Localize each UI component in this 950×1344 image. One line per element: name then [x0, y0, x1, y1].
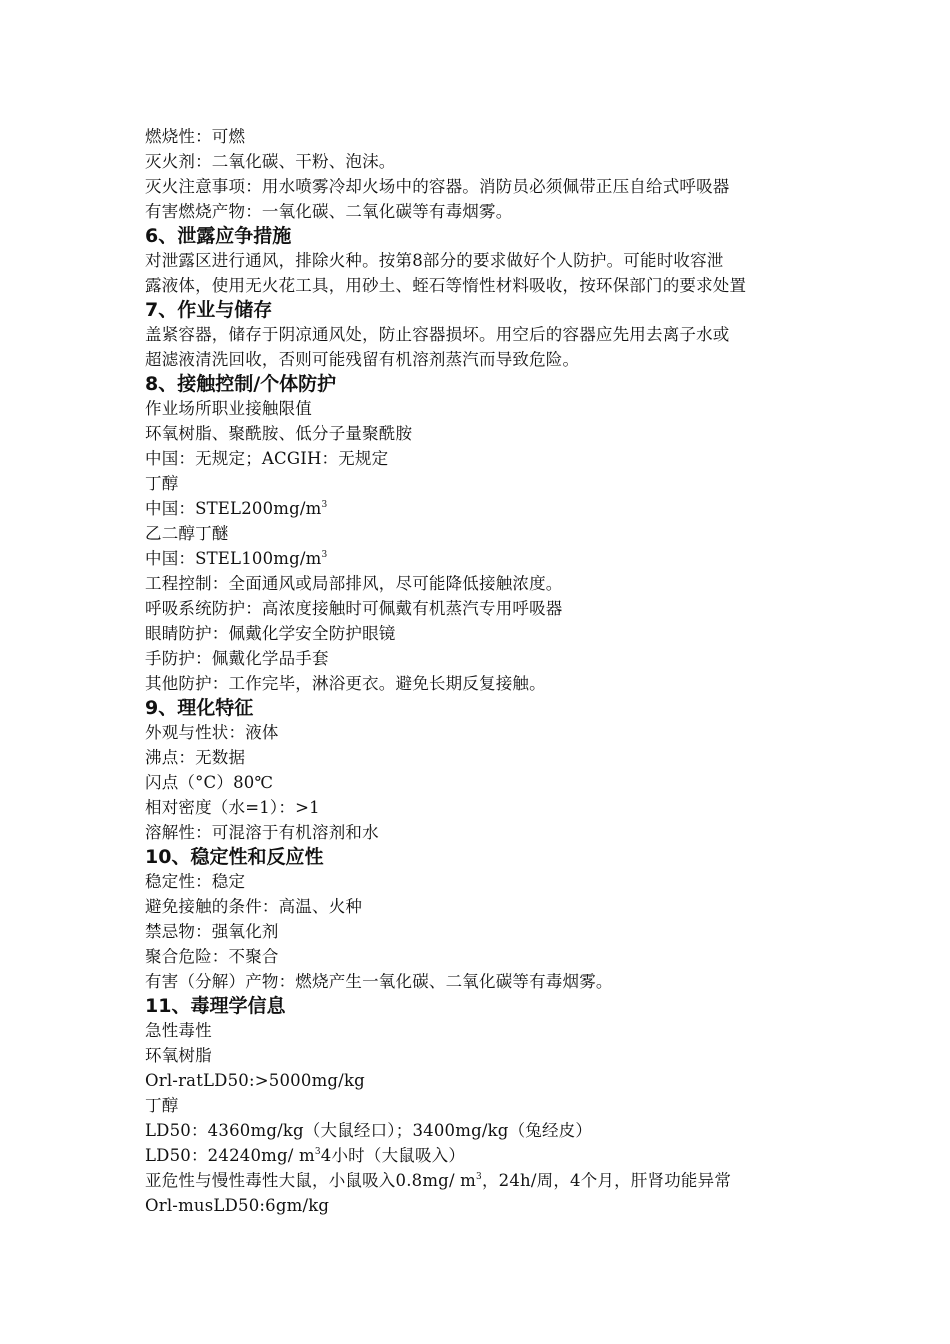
- butanol-inhalation-line: [145, 1143, 825, 1168]
- section-11-heading: 11、毒理学信息: [145, 995, 286, 1017]
- section-7-heading: 7、作业与储存: [145, 299, 273, 321]
- subacute-text-b: ，24h/周，4个月，肝肾功能异常: [481, 1171, 732, 1190]
- flash-point-line: 闪点（°C）80℃: [145, 773, 274, 792]
- storage-line-1: 盖紧容器，储存于阴凉通风处，防止容器损坏。用空后的容器应先用去离子水或: [145, 325, 730, 344]
- section-8-heading: 8、接触控制/个体防护: [145, 373, 337, 395]
- epoxy-name-line: 环氧树脂: [145, 1046, 212, 1065]
- section-10-heading: 10、稳定性和反应性: [145, 846, 324, 868]
- oel-group-1-name: 环氧树脂、聚酰胺、低分子量聚酰胺: [145, 424, 413, 443]
- butanol-inhalation-text-a: LD50：24240mg/ m: [145, 1146, 315, 1165]
- firefighting-notes-line: 灭火注意事项：用水喷雾冷却火场中的容器。消防员必须佩带正压自给式呼吸器: [145, 177, 730, 196]
- subacute-sup: 3: [476, 1172, 482, 1182]
- solubility-line: 溶解性：可混溶于有机溶剂和水: [145, 823, 379, 842]
- section-9-heading: 9、理化特征: [145, 697, 254, 719]
- epoxy-ld50-line: Orl-ratLD50:>5000mg/kg: [145, 1071, 365, 1090]
- oel-group-2-sup: 3: [321, 500, 328, 510]
- extinguishing-media-line: 灭火剂：二氧化碳、干粉、泡沫。: [145, 152, 396, 171]
- flammability-line: 燃烧性：可燃: [145, 127, 246, 146]
- relative-density-line: 相对密度（水=1）：>1: [145, 798, 320, 817]
- storage-line-2: 超滤液清洗回收，否则可能残留有机溶剂蒸汽而导致危险。: [145, 350, 580, 369]
- oel-group-3-sup: 3: [321, 550, 328, 560]
- butanol-inhalation-sup: 3: [314, 1147, 321, 1157]
- acute-toxicity-heading: 急性毒性: [145, 1021, 212, 1040]
- eye-protection-line: 眼睛防护：佩戴化学安全防护眼镜: [145, 624, 396, 643]
- incompatibles-line: 禁忌物：强氧化剂: [145, 922, 279, 941]
- engineering-control-line: 工程控制：全面通风或局部排风，尽可能降低接触浓度。: [145, 574, 563, 593]
- boiling-point-line: 沸点：无数据: [145, 748, 246, 767]
- appearance-line: 外观与性状：液体: [145, 723, 279, 742]
- oel-group-3-limit: [145, 546, 825, 571]
- spill-measures-line-2: 露液体，使用无火花工具，用砂土、蛭石等惰性材料吸收，按环保部门的要求处置: [145, 276, 747, 295]
- oel-group-2-name: 丁醇: [145, 474, 179, 493]
- oel-heading: 作业场所职业接触限值: [145, 399, 312, 418]
- spill-measures-line-1: 对泄露区进行通风，排除火种。按第8部分的要求做好个人防护。可能时收容泄: [145, 251, 724, 270]
- conditions-to-avoid-line: 避免接触的条件：高温、火种: [145, 897, 363, 916]
- respiratory-protection-line: 呼吸系统防护：高浓度接触时可佩戴有机蒸汽专用呼吸器: [145, 599, 563, 618]
- mouse-ld50-line: Orl-musLD50:6gm/kg: [145, 1196, 330, 1215]
- oel-group-3-name: 乙二醇丁醚: [145, 524, 229, 543]
- other-protection-line: 其他防护：工作完毕，淋浴更衣。避免长期反复接触。: [145, 674, 546, 693]
- polymerization-line: 聚合危险：不聚合: [145, 947, 279, 966]
- oel-group-2-limit: [145, 496, 825, 521]
- subacute-toxicity-line: [145, 1168, 825, 1193]
- oel-group-1-limit: 中国：无规定；ACGIH：无规定: [145, 449, 389, 468]
- document-body: [145, 124, 825, 1218]
- oel-group-2-limit-text: 中国：STEL200mg/m: [145, 499, 322, 518]
- stability-line: 稳定性：稳定: [145, 872, 246, 891]
- butanol-name-line: 丁醇: [145, 1096, 179, 1115]
- butanol-ld50-line: LD50：4360mg/kg（大鼠经口）；3400mg/kg（兔经皮）: [145, 1121, 593, 1140]
- hand-protection-line: 手防护：佩戴化学品手套: [145, 649, 329, 668]
- combustion-products-line: 有害燃烧产物：一氧化碳、二氧化碳等有毒烟雾。: [145, 202, 513, 221]
- section-6-heading: 6、泄露应争措施: [145, 225, 292, 247]
- subacute-text-a: 亚危性与慢性毒性大鼠，小鼠吸入0.8mg/ m: [145, 1171, 476, 1190]
- decomposition-products-line: 有害（分解）产物：燃烧产生一氧化碳、二氧化碳等有毒烟雾。: [145, 972, 613, 991]
- oel-group-3-limit-text: 中国：STEL100mg/m: [145, 549, 322, 568]
- butanol-inhalation-text-b: 4小时（大鼠吸入）: [320, 1146, 466, 1165]
